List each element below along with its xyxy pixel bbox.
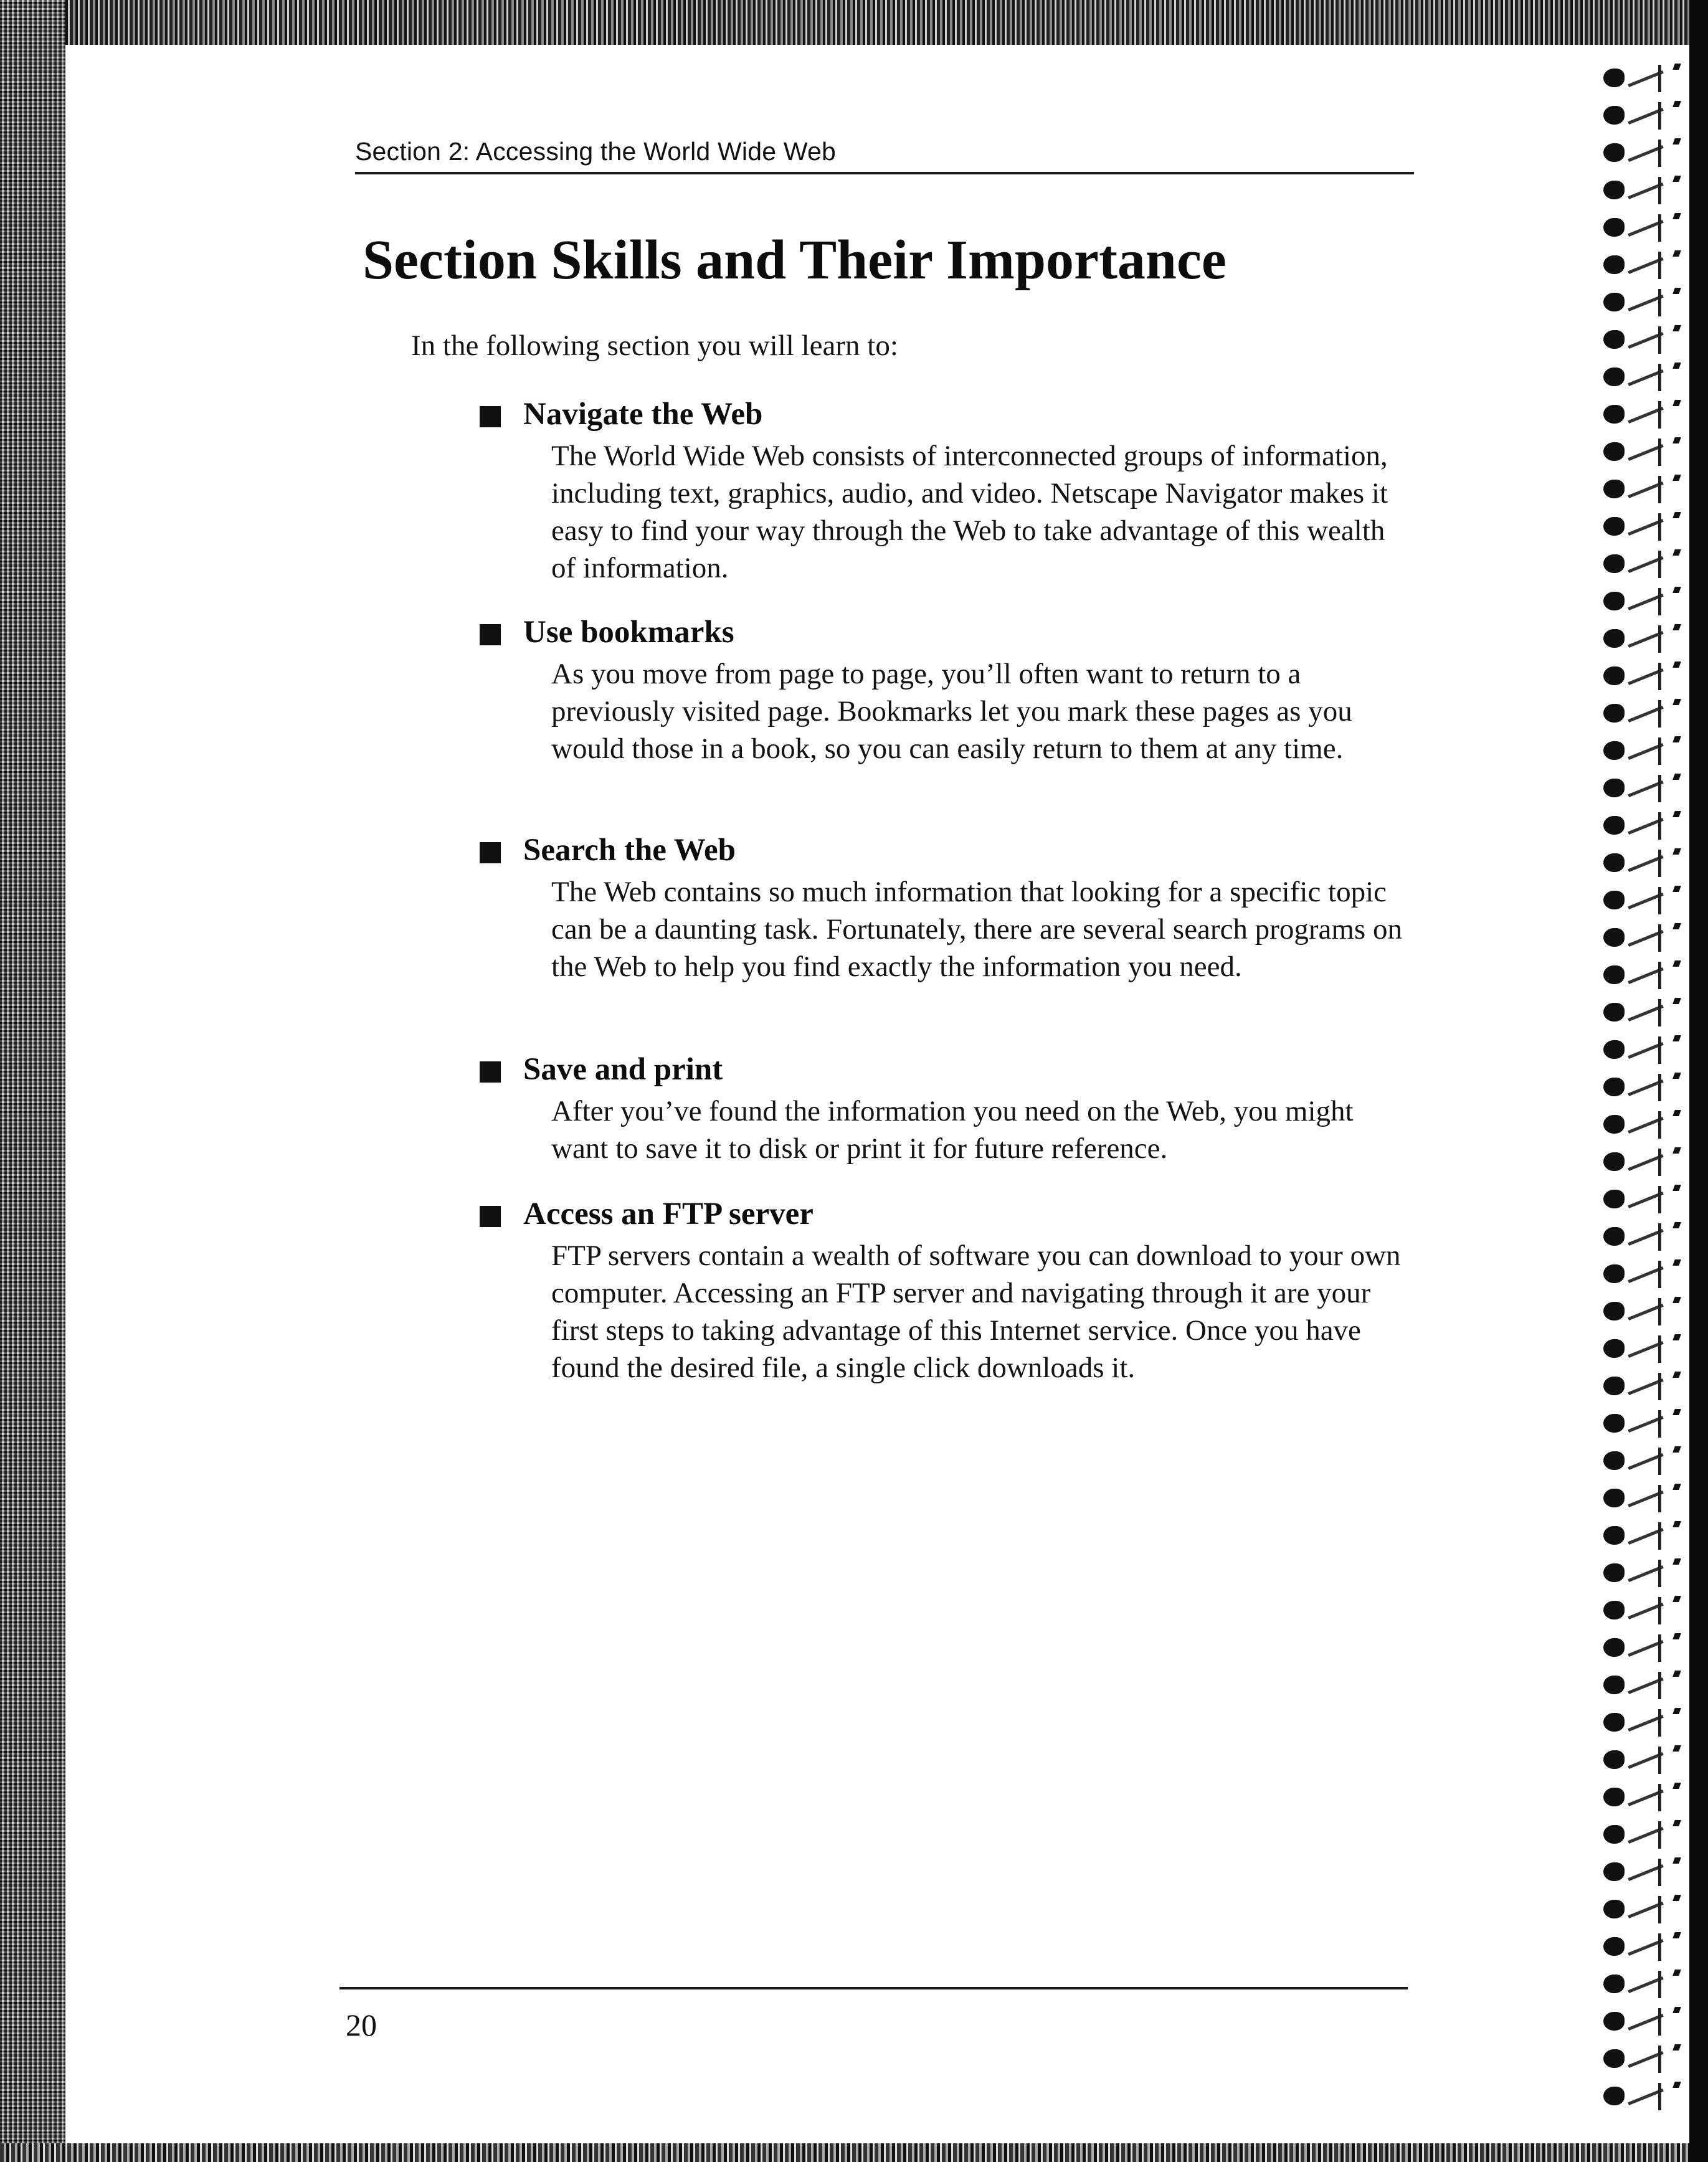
square-bullet-icon (480, 842, 501, 863)
spiral-binding-coil-icon (1596, 1595, 1689, 1627)
square-bullet-icon (480, 1061, 501, 1083)
spiral-binding-coil-icon (1596, 100, 1689, 132)
spiral-binding-coil-icon (1596, 1856, 1689, 1889)
header-rule (355, 172, 1414, 174)
skill-title: Save and print (523, 1052, 723, 1087)
skill-title: Access an FTP server (523, 1197, 814, 1231)
spiral-binding-coil-icon (1596, 1744, 1689, 1776)
skill-description: FTP servers contain a wealth of software you can download to your own computer. Accessing an FTP server and navigating through it are your first steps to taking advantage of this Internet service. Once you have found the desired file, a single click downloads it. (551, 1240, 1401, 1384)
spiral-binding-coil-icon (1596, 772, 1689, 805)
spiral-binding-coil-icon (1596, 959, 1689, 992)
spiral-binding-coil-icon (1596, 511, 1689, 543)
spiral-binding-coil-icon (1596, 810, 1689, 842)
square-bullet-icon (480, 1206, 501, 1227)
skill-title: Use bookmarks (523, 615, 734, 650)
skill-access-an-ftp-server (473, 1196, 1408, 1387)
spiral-binding-coil-icon (1596, 1482, 1689, 1515)
skill-use-bookmarks (473, 614, 1408, 767)
scan-edge-right (1689, 0, 1708, 2162)
spiral-binding-coil-icon (1596, 1221, 1689, 1253)
page-title: Section Skills and Their Importance (363, 229, 1226, 291)
spiral-binding-coil-icon (1596, 1968, 1689, 2001)
spiral-binding-coil-icon (1596, 997, 1689, 1029)
spiral-binding-coil-icon (1596, 1296, 1689, 1328)
spiral-binding-coil-icon (1596, 1557, 1689, 1590)
spiral-binding-coil-icon (1596, 1819, 1689, 1851)
spiral-binding-coil-icon (1596, 1333, 1689, 1365)
skill-save-and-print (473, 1051, 1408, 1167)
square-bullet-icon (480, 624, 501, 645)
spiral-binding-coil-icon (1596, 1408, 1689, 1440)
skill-title: Search the Web (523, 833, 736, 868)
spiral-binding-coil-icon (1596, 1632, 1689, 1664)
spiral-binding-coil-icon (1596, 174, 1689, 207)
spiral-binding-coil-icon (1596, 2043, 1689, 2075)
spiral-binding-coil-icon (1596, 324, 1689, 356)
footer-rule (339, 1987, 1408, 1989)
spiral-binding-coil-icon (1596, 847, 1689, 879)
square-bullet-icon (480, 406, 501, 427)
spiral-binding-coil-icon (1596, 137, 1689, 169)
skill-search-the-web (473, 832, 1408, 985)
spiral-binding-coil-icon (1596, 1183, 1689, 1216)
scan-edge-left (0, 0, 65, 2162)
spiral-binding-coil-icon (1596, 1445, 1689, 1477)
spiral-binding-coil-icon (1596, 1370, 1689, 1403)
spiral-binding-coil-icon (1596, 62, 1689, 95)
spiral-binding-coil-icon (1596, 1520, 1689, 1552)
spiral-binding-coil-icon (1596, 1146, 1689, 1178)
spiral-binding-coil-icon (1596, 548, 1689, 581)
spiral-binding-coil-icon (1596, 436, 1689, 468)
skill-description: The World Wide Web consists of interconnected groups of information, including text, graphics, audio, and video. Netscape Navigator makes it easy to find your way through the Web to take advantage of this wealth of information. (551, 440, 1388, 584)
skill-description: As you move from page to page, you’ll often want to return to a previously visited page. Bookmarks let you mark these pages as you would those in a book, so you can easily return to them at any time. (551, 658, 1352, 765)
spiral-binding-coil-icon (1596, 1669, 1689, 1702)
spiral-binding-coil-icon (1596, 1781, 1689, 1814)
spiral-binding-coil-icon (1596, 660, 1689, 693)
spiral-binding-coil-icon (1596, 884, 1689, 917)
skill-description: After you’ve found the information you need on the Web, you might want to save it to disk or print it for future reference. (551, 1095, 1354, 1165)
intro-text: In the following section you will learn to: (411, 330, 898, 362)
skill-title: Navigate the Web (523, 397, 763, 432)
spiral-binding-coil-icon (1596, 1894, 1689, 1926)
spiral-binding-coil-icon (1596, 623, 1689, 655)
spiral-binding-coil-icon (1596, 1258, 1689, 1291)
spiral-binding-coil-icon (1596, 2080, 1689, 2113)
spiral-binding-coil-icon (1596, 249, 1689, 282)
spiral-binding (1596, 62, 1689, 2143)
page-number: 20 (346, 2008, 377, 2042)
spiral-binding-coil-icon (1596, 1071, 1689, 1104)
skill-description: The Web contains so much information that looking for a specific topic can be a daunting task. Fortunately, there are several search programs on the Web to help you find exactly the information you need. (551, 876, 1402, 983)
spiral-binding-coil-icon (1596, 212, 1689, 244)
spiral-binding-coil-icon (1596, 361, 1689, 394)
scan-edge-top (0, 0, 1708, 45)
spiral-binding-coil-icon (1596, 473, 1689, 506)
spiral-binding-coil-icon (1596, 1109, 1689, 1141)
skill-navigate-the-web (473, 396, 1408, 587)
scan-edge-bottom (0, 2143, 1708, 2162)
spiral-binding-coil-icon (1596, 698, 1689, 730)
spiral-binding-coil-icon (1596, 1034, 1689, 1066)
spiral-binding-coil-icon (1596, 2006, 1689, 2038)
spiral-binding-coil-icon (1596, 1707, 1689, 1739)
spiral-binding-coil-icon (1596, 399, 1689, 431)
spiral-binding-coil-icon (1596, 735, 1689, 767)
spiral-binding-coil-icon (1596, 586, 1689, 618)
spiral-binding-coil-icon (1596, 1931, 1689, 1963)
spiral-binding-coil-icon (1596, 287, 1689, 319)
running-header: Section 2: Accessing the World Wide Web (355, 137, 836, 166)
spiral-binding-coil-icon (1596, 922, 1689, 954)
